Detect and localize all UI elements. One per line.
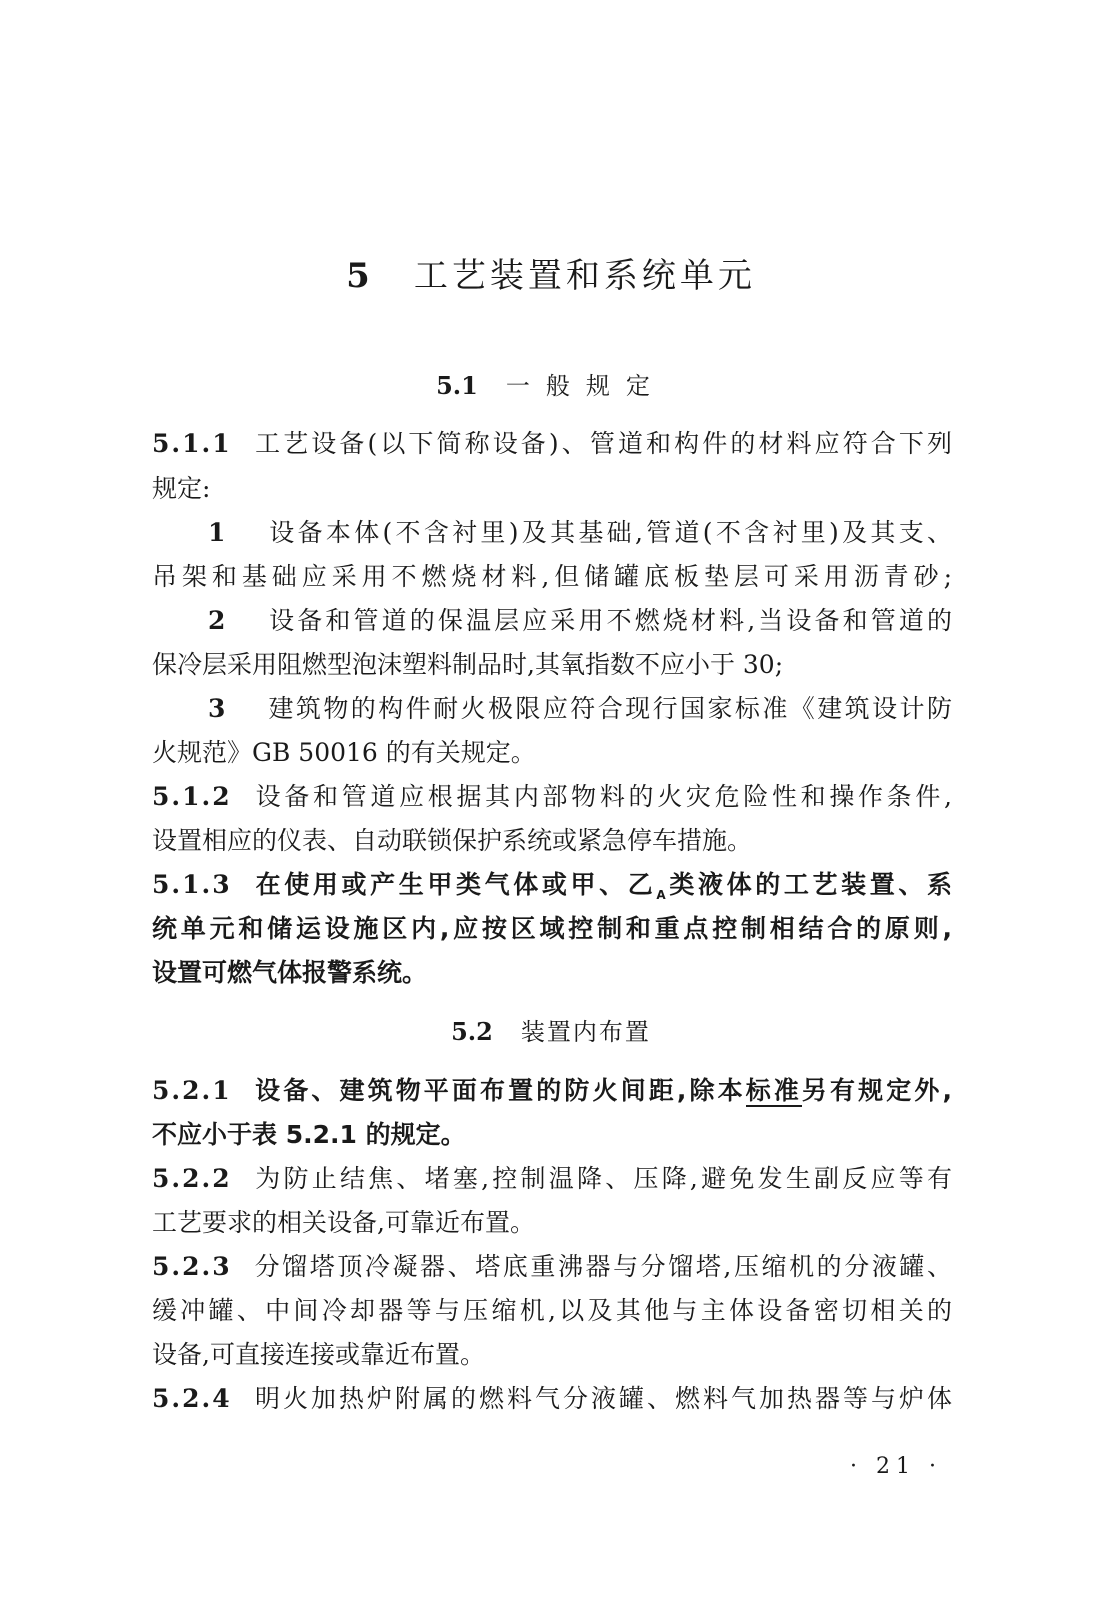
section-title-5-1: [0, 366, 1102, 401]
clause-5-1-2-line-2: 设置相应的仪表、自动联锁保护系统或紧急停车措施。: [152, 826, 753, 855]
item-text: 设备本体(不含衬里)及其基础,管道(不含衬里)及其支、: [266, 518, 952, 547]
clause-text: 明火加热炉附属的燃料气分液罐、燃料气加热器等与炉体: [252, 1384, 952, 1413]
clause-text: 设备、建筑物平面布置的防火间距,除本: [252, 1076, 746, 1105]
clause-5-1-3-line-2: 统单元和储运设施区内,应按区域控制和重点控制相结合的原则,: [152, 914, 952, 943]
underlined-term: 标准: [745, 1076, 802, 1105]
clause-5-1-3-line-3: 设置可燃气体报警系统。: [152, 958, 428, 987]
section-title-text: 一般规定: [505, 372, 666, 400]
item-number: 3: [208, 694, 226, 723]
section-title-5-2: [0, 1012, 1102, 1047]
item-3-line-1: [152, 693, 952, 725]
clause-text: 工艺设备(以下简称设备)、管道和构件的材料应符合下列: [252, 429, 952, 458]
clause-number: 5.1.2: [152, 782, 232, 811]
chapter-title-text: 工艺装置和系统单元: [413, 256, 756, 296]
clause-text: 设备和管道应根据其内部物料的火灾危险性和操作条件,: [252, 782, 952, 811]
subscript-a: A: [656, 888, 666, 902]
item-text: 设备和管道的保温层应采用不燃烧材料,当设备和管道的: [266, 606, 952, 635]
clause-number: 5.2.1: [152, 1076, 232, 1105]
section-title-text: 装置内布置: [520, 1018, 651, 1046]
clause-text: 在使用或产生甲类气体或甲、乙: [252, 870, 657, 899]
section-number: 5.2: [451, 1017, 493, 1046]
clause-number: 5.1.1: [152, 429, 232, 458]
clause-5-2-1-line-1: [152, 1075, 952, 1107]
item-number: 1: [208, 518, 226, 547]
item-3-line-2: 火规范》GB 50016 的有关规定。: [152, 738, 536, 767]
clause-text: 为防止结焦、堵塞,控制温降、压降,避免发生副反应等有: [252, 1164, 952, 1193]
clause-number: 5.2.4: [152, 1384, 232, 1413]
clause-text: 类液体的工艺装置、系: [665, 870, 952, 899]
clause-5-1-2-line-1: [152, 781, 952, 813]
item-2-line-1: [152, 605, 952, 637]
clause-5-2-4-line-1: [152, 1383, 952, 1415]
item-number: 2: [208, 606, 226, 635]
clause-text: 另有规定外,: [801, 1076, 952, 1105]
item-1-line-2: 吊架和基础应采用不燃烧材料,但储罐底板垫层可采用沥青砂;: [152, 562, 952, 591]
clause-5-2-3-line-3: 设备,可直接连接或靠近布置。: [152, 1340, 485, 1369]
clause-number: 5.2.2: [152, 1164, 232, 1193]
page-number: · 21 ·: [850, 1454, 942, 1479]
item-2-line-2: 保冷层采用阻燃型泡沫塑料制品时,其氧指数不应小于 30;: [152, 650, 784, 679]
clause-5-2-2-line-2: 工艺要求的相关设备,可靠近布置。: [152, 1208, 535, 1237]
clause-5-1-3-line-1: [152, 869, 952, 911]
chapter-number: 5: [346, 256, 374, 296]
clause-5-2-3-line-2: 缓冲罐、中间冷却器等与压缩机,以及其他与主体设备密切相关的: [152, 1296, 952, 1325]
clause-text: 分馏塔顶冷凝器、塔底重沸器与分馏塔,压缩机的分液罐、: [252, 1252, 952, 1281]
clause-5-1-1-line-1: [152, 428, 952, 460]
section-number: 5.1: [436, 371, 478, 400]
clause-number: 5.2.3: [152, 1252, 232, 1281]
clause-5-2-1-line-2: 不应小于表 5.2.1 的规定。: [152, 1120, 466, 1149]
clause-5-2-3-line-1: [152, 1251, 952, 1283]
chapter-title: [0, 248, 1102, 297]
clause-5-2-2-line-1: [152, 1163, 952, 1195]
clause-5-1-1-line-2: 规定:: [152, 474, 211, 503]
item-text: 建筑物的构件耐火极限应符合现行国家标准《建筑设计防: [266, 694, 952, 723]
clause-number: 5.1.3: [152, 870, 232, 899]
item-1-line-1: [152, 517, 952, 549]
